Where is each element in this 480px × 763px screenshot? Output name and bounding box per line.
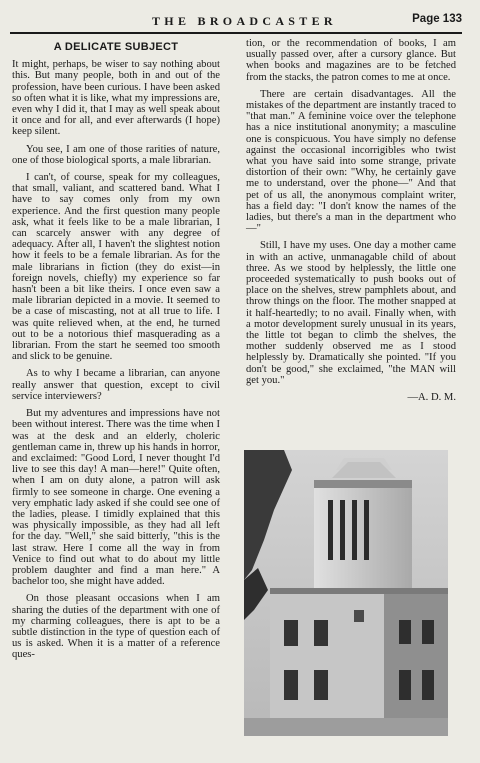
paragraph: But my adventures and impressions have not been without interest. There was the time when I was at the desk and an elderly, choleric gentleman came in, threw up his hands in horror, and exclaimed: "Good Lord, I never thought I'd live to see this day! A man—here!" Quite often, when I am on duty alone, a patron will ask firmly to see someone in charge. One evening a very emphatic lady asked if she could see one of the ladies, please. I timidly explained that this was physically impossible, as they had all left for the day. "Well," she said bitterly, "this is the last straw. Here I come all the way in from Venice to find out what to do about my little problem daughter and find a man here." A bachelor too, she might have added. <box>12 408 220 588</box>
library-building-photo <box>244 450 448 736</box>
left-column <box>12 38 220 667</box>
right-column <box>246 38 456 403</box>
paragraph: It might, perhaps, be wiser to say nothing about this. But many people, both in and out of the profession, have been curious. I have been asked so often what it is like, what my impressions are, even why I did it, that I may as well speak about it once and for all, and ever afterwards (I hope) keep silent. <box>12 59 220 138</box>
magazine-title: THE BROADCASTER <box>152 14 337 28</box>
header-rule <box>10 32 462 34</box>
running-header <box>12 10 462 32</box>
author-signature: —A. D. M. <box>407 392 456 404</box>
paragraph: As to why I became a librarian, can anyone really answer that question, except to civil service interviewers? <box>12 368 220 402</box>
paragraph: On those pleasant occasions when I am sharing the duties of the department with one of my charming colleagues, there is apt to be a subtle distinction in the type of question each of us is asked. When it is a matter of a reference ques- <box>12 593 220 661</box>
paragraph: Still, I have my uses. One day a mother came in with an active, unmanagable child of about three. As we stood by helplessly, the little one proceeded systematically to push books out of place on the shelves, strew pamphlets about, and throw things on the floor. The mother snapped at it half-heartedly; to no avail. Finally when, with a motor development surely unusual in its years, the little tot began to climb the shelves, the mother suddenly observed me as I stood helplessly by. Dramatically she pointed. "If you don't be good," she exclaimed, "the MAN will get you." <box>246 240 456 386</box>
paragraph: tion, or the recommendation of books, I am usually passed over, after a cursory glance. But when books and magazines are to be fetched from the stacks, the patron comes to me at once. <box>246 38 456 83</box>
article-headline: A DELICATE SUBJECT <box>53 41 179 53</box>
paragraph: I can't, of course, speak for my colleagues, that small, valiant, and scattered band. What I have to say comes only from my own experience. And the first question many people ask, what it feels like to be a male librarian, I can scarcely answer with any degree of adequacy. After all, I haven't the slightest notion how it feels to be a female librarian. As for the male librarians in fiction (they do exist—in foreign novels, chiefly) my experience so far hasn't been a bit like theirs. I once even saw a male librarian depicted in a movie. It seemed to be a case of miscasting, not at all true to life. I was quite relieved when, at the end, he turned out to be a notorious thief masquerading as a librarian. From the start he seemed too smooth and slick to be genuine. <box>12 172 220 363</box>
page-number: Page 133 <box>412 13 462 25</box>
paragraph: There are certain disadvantages. All the mistakes of the department are instantly traced to "that man." A feminine voice over the telephone has a nice institutional anonymity; a masculine one is conspicuous. You have simply no defense against the occasional incorrigibles who twist what you have said into some strange, private distortion of their own: "Why, he certainly gave me to understand, over the phone—" And that pet of us all, the anonymous complaint writer, has a field day: "I don't know the names of the ladies, but there's a man in the department who—" <box>246 88 456 235</box>
paragraph: You see, I am one of those rarities of nature, one of those biological sports, a male librarian. <box>12 143 220 166</box>
